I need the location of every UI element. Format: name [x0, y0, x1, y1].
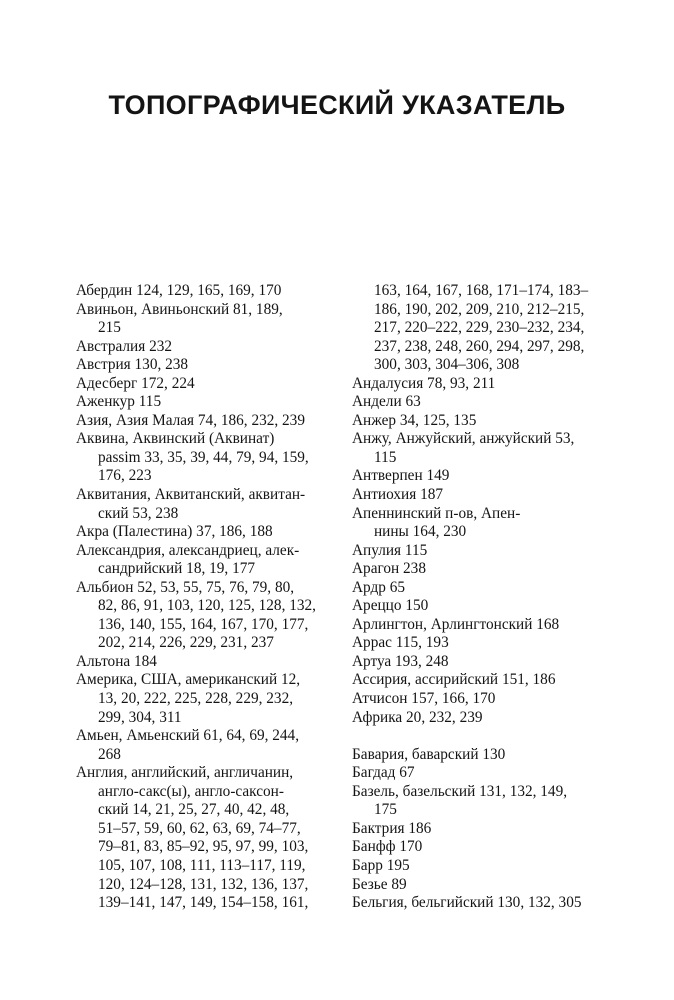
index-entry: Антиохия 187	[352, 486, 444, 504]
index-entry-continuation: 13, 20, 222, 225, 228, 229, 232,	[98, 690, 294, 708]
index-entry-continuation: ский 53, 238	[98, 504, 179, 522]
index-entry-continuation: 176, 223	[98, 467, 152, 485]
index-entry: Абердин 124, 129, 165, 169, 170	[76, 282, 282, 299]
index-entry: Австралия 232	[76, 337, 173, 355]
index-entry: Акра (Палестина) 37, 186, 188	[76, 523, 273, 541]
index-entry: Африка 20, 232, 239	[352, 708, 483, 726]
index-entry-continuation: 136, 140, 155, 164, 167, 170, 177,	[98, 615, 309, 633]
index-entry: Бактрия 186	[352, 819, 432, 837]
index-entry: Амьен, Амьенский 61, 64, 69, 244,	[76, 727, 300, 745]
index-entry: Артуа 193, 248	[352, 652, 449, 670]
index-entry: Альтона 184	[76, 652, 157, 670]
index-entry-continuation: 139–141, 147, 149, 154–158, 161,	[98, 894, 309, 912]
section-gap	[352, 727, 604, 746]
index-entry-continuation: 299, 304, 311	[98, 708, 182, 726]
index-entry: Австрия 130, 238	[76, 356, 189, 374]
index-entry: Арлингтон, Арлингтонский 168	[352, 615, 560, 633]
index-entry: Аквина, Аквинский (Аквинат)	[76, 430, 275, 448]
index-entry: Андалусия 78, 93, 211	[352, 374, 496, 392]
index-entry: Ассирия, ассирийский 151, 186	[352, 671, 556, 689]
index-entry: Аквитания, Аквитанский, аквитан-	[76, 486, 306, 504]
index-entry-continuation: ский 14, 21, 25, 27, 40, 42, 48,	[98, 801, 290, 819]
index-entry-continuation: нины 164, 230	[374, 523, 467, 541]
index-column-left	[76, 282, 334, 913]
index-entry: Авиньон, Авиньонский 81, 189,	[76, 300, 283, 318]
index-entry: Атчисон 157, 166, 170	[352, 690, 496, 708]
index-entry: Адесберг 172, 224	[76, 374, 195, 392]
index-entry: Англия, английский, англичанин,	[76, 764, 294, 782]
index-entry-continuation: 51–57, 59, 60, 62, 63, 69, 74–77,	[98, 819, 301, 837]
index-entry-continuation: 79–81, 83, 85–92, 95, 97, 99, 103,	[98, 838, 309, 856]
index-column-right	[352, 282, 604, 913]
index-entry: Барр 195	[352, 856, 410, 874]
index-entry-continuation: passim 33, 35, 39, 44, 79, 94, 159,	[98, 448, 309, 466]
index-entry: Банфф 170	[352, 838, 423, 856]
index-entry: Арагон 238	[352, 560, 426, 578]
index-entry: Базель, базельский 131, 132, 149,	[352, 782, 568, 800]
index-entry: Америка, США, американский 12,	[76, 671, 301, 689]
index-entry: Апеннинский п-ов, Апен-	[352, 504, 521, 522]
index-entry: Альбион 52, 53, 55, 75, 76, 79, 80,	[76, 578, 295, 596]
index-entry: Аженкур 115	[76, 393, 162, 411]
index-entry: Анжер 34, 125, 135	[352, 411, 477, 429]
index-entry: Безье 89	[352, 875, 407, 893]
index-entry: Антверпен 149	[352, 467, 450, 485]
index-entry: Ардр 65	[352, 578, 406, 596]
index-entry-continuation: 105, 107, 108, 111, 113–117, 119,	[98, 856, 306, 874]
index-entry-continuation: англо-сакс(ы), англо-саксон-	[98, 782, 284, 800]
index-entry: Андели 63	[352, 393, 421, 411]
index-entry: Александрия, александриец, алек-	[76, 541, 300, 559]
index-entry-continuation: 268	[98, 745, 121, 763]
index-entry: Арeццо 150	[352, 597, 429, 615]
index-entry: Аррас 115, 193	[352, 634, 449, 652]
index-entry-continuation: 120, 124–128, 131, 132, 136, 137,	[98, 875, 309, 893]
index-entry-continuation: 186, 190, 202, 209, 210, 212–215,	[374, 300, 585, 318]
index-entry-continuation: 175	[374, 801, 397, 819]
index-entry: Азия, Азия Малая 74, 186, 232, 239	[76, 411, 305, 429]
index-entry-continuation: 163, 164, 167, 168, 171–174, 183–	[374, 282, 589, 299]
index-entry-continuation: 217, 220–222, 229, 230–232, 234,	[374, 319, 585, 337]
index-entry-continuation: 237, 238, 248, 260, 294, 297, 298,	[374, 337, 585, 355]
index-entry-continuation: 115	[374, 448, 397, 466]
index-entry: Анжу, Анжуйский, анжуйский 53,	[352, 430, 575, 448]
index-entry: Бавария, баварский 130	[352, 745, 506, 763]
index-entry-continuation: 300, 303, 304–306, 308	[374, 356, 520, 374]
index-entry: Багдад 67	[352, 764, 415, 782]
page-title: ТОПОГРАФИЧЕСКИЙ УКАЗАТЕЛЬ	[108, 90, 566, 120]
index-entry: Апулия 115	[352, 541, 428, 559]
index-entry-continuation: 215	[98, 319, 121, 337]
index-entry: Бельгия, бельгийский 130, 132, 305	[352, 894, 582, 912]
index-entry-continuation: 82, 86, 91, 103, 120, 125, 128, 132,	[98, 597, 316, 615]
index-entry-continuation: 202, 214, 226, 229, 231, 237	[98, 634, 274, 652]
index-entry-continuation: сандрийский 18, 19, 177	[98, 560, 256, 578]
